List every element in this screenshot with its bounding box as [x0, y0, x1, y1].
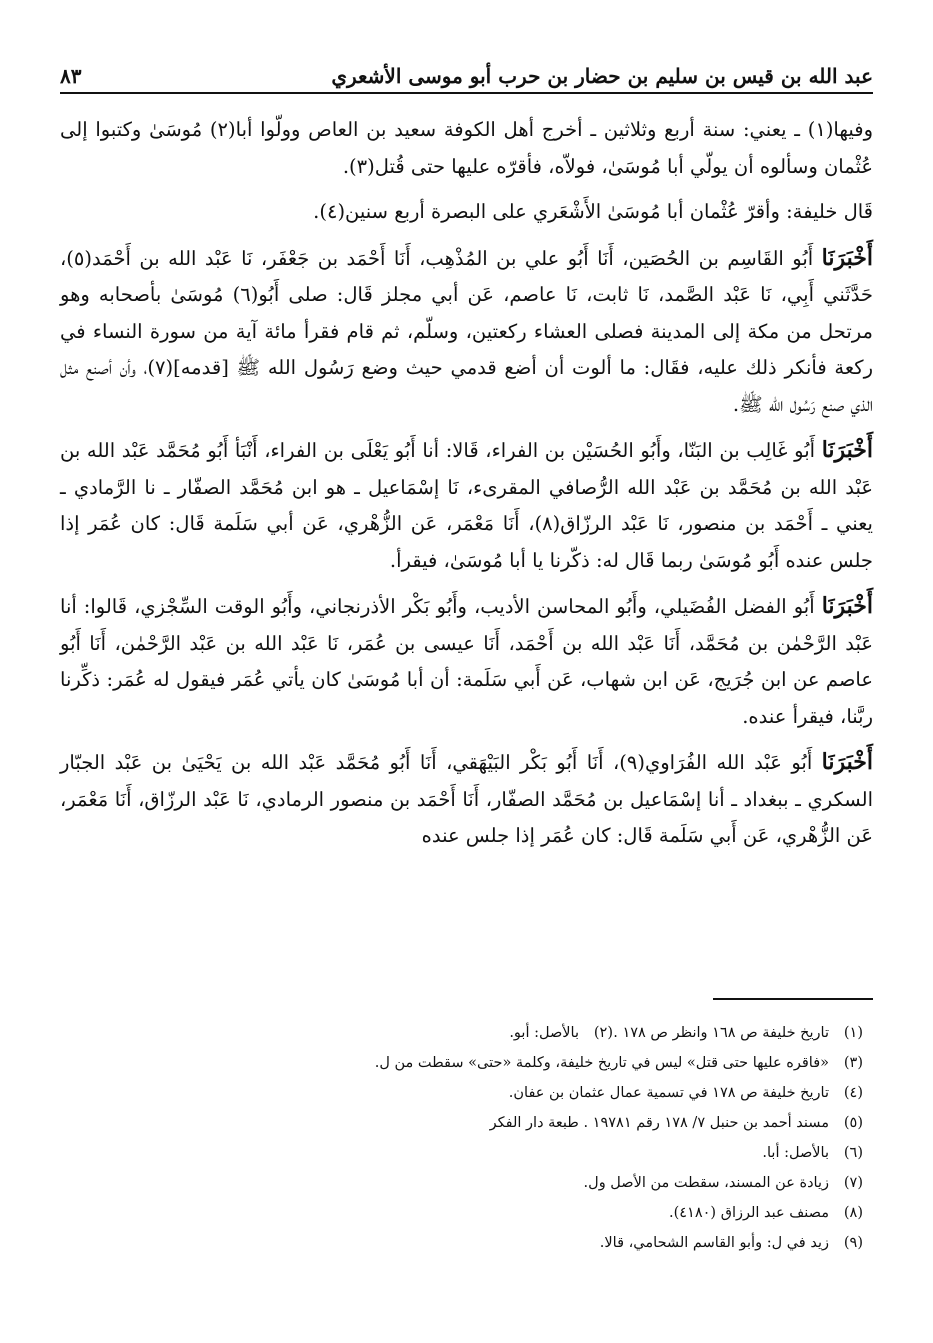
footnote [509, 1018, 613, 1048]
paragraph [60, 588, 873, 735]
footnote-number: (٢) [593, 1025, 613, 1041]
footnote [762, 1138, 863, 1168]
paragraph-lead: أَخْبَرَنَا [821, 749, 873, 775]
footnote-row [60, 1198, 863, 1228]
footnote [669, 1198, 863, 1228]
footnote-text: تاريخ خليفة ص ١٦٨ وانظر ص ١٧٨ . [613, 1025, 829, 1041]
paragraph-text: أَبُو عَبْد الله الفُرَاوي(٩)، أَنَا أَبُو بَكْر البَيْهَقي، أَنَا أَبُو مُحَمَّد عَبْد الله بن يَحْيَىٰ بن عَبْد الجبّار السكري ـ ببغداد ـ أنا إسْمَاعيل بن مُحَمَّد الصفّار، أَنَا أَحْمَد بن منصور الرمادي، نَا عَبْد الرزّاق، أَنَا مَعْمَر، عَن الزُّهْري، عَن أَبي سَلَمة قَال: كان عُمَر إذا جلس عنده [60, 751, 873, 847]
footnote-number: (٥) [843, 1115, 863, 1131]
footnote [509, 1078, 863, 1108]
footnote-row [60, 1168, 863, 1198]
footnote-number: (٤) [843, 1085, 863, 1101]
footnote-number: (٧) [843, 1175, 863, 1191]
footnote-text: زيد في ل: وأبو القاسم الشحامي، قالا. [599, 1235, 829, 1251]
paragraph-text: أَبُو غَالِب بن البَنّا، وأَبُو الحُسَيْن بن الفراء، قَالا: أنا أَبُو يَعْلَى بن الفراء، أَنْبَأ أَبُو مُحَمَّد عَبْد الله بن عَبْد الله بن مُحَمَّد بن عَبْد الله الرُّصافي المقرىء، نَا إسْمَاعيل ـ هو ابن مُحَمَّد الصفّار ـ نا الرَّمادي ـ يعني ـ أَحْمَد بن منصور، نَا عَبْد الرزّاق(٨)، أَنَا مَعْمَر، عَن الزُّهْري، عَن أبي سَلَمة قَال: كان عُمَر إذا جلس عنده أَبُو مُوسَىٰ ربما قَال له: ذكّرنا يا أبا مُوسَىٰ، فيقرأ. [60, 439, 873, 572]
paragraph [60, 194, 873, 231]
footnote-text: بالأصل: أبو. [509, 1025, 579, 1041]
footnote-text: مصنف عبد الرزاق (٤١٨٠). [668, 1205, 829, 1221]
footnotes [60, 1018, 863, 1258]
paragraph-text: وفيها(١) ـ يعني: سنة أربع وثلاثين ـ أخرج أهل الكوفة سعيد بن العاص وولّوا أبا(٢) مُوسَىٰ وكتبوا إلى عُثْمان وسألوه أن يولّي أبا مُوسَىٰ، فولاّه، فأقرّه عليها حتى قُتل(٣). [60, 118, 873, 178]
footnote-text: مسند أحمد بن حنبل ٧/ ١٧٨ رقم ١٩٧٨١ . طبعة دار الفكر [489, 1115, 829, 1131]
footnote [600, 1228, 863, 1258]
footnote [584, 1168, 863, 1198]
footnote-row [60, 1138, 863, 1168]
footnote-number: (١) [843, 1025, 863, 1041]
page-number: ٨٣ [60, 64, 82, 88]
footnote-row [60, 1048, 863, 1078]
footnote [490, 1108, 863, 1138]
footnote-text: بالأصل: أبا. [762, 1145, 829, 1161]
main-text [60, 112, 873, 864]
running-title: عبد الله بن قيس بن سليم بن حضار بن حرب أبو موسى الأشعري [331, 64, 873, 88]
footnote [375, 1048, 863, 1078]
footnote-text: زيادة عن المسند، سقطت من الأصل ول. [583, 1175, 829, 1191]
paragraph-text: أَبُو القَاسِم بن الحُصَين، أَنَا أَبُو علي بن المُذْهِب، أَنَا أَحْمَد بن جَعْفَر، نَا عَبْد الله بن أَحْمَد(٥)، حَدَّثَني أَبِي، نَا عَبْد الصَّمد، نَا ثابت، نَا عاصم، عَن أبي مجلز قَال: صلى أَبُو(٦) مُوسَىٰ بأصحابه وهو مرتحل من مكة إلى المدينة فصلى العشاء ركعتين، وسلّم، ثم قام فقرأ مائة آية من سورة النساء في ركعة فأنكر ذلك عليه، فقَال: ما ألوت أن أضع قدمي حيث وضع رَسُول الله ﷺ [قدمه](٧)، وأن أصنع مثل الذي صنع رَسُول الله ﷺ. [60, 246, 873, 416]
paragraph-lead: أَخْبَرَنَا [821, 437, 874, 463]
footnote-number: (٩) [843, 1235, 863, 1251]
footnote-row [60, 1018, 863, 1048]
paragraph [60, 240, 873, 424]
footnote-row [60, 1108, 863, 1138]
footnote-text: تاريخ خليفة ص ١٧٨ في تسمية عمال عثمان بن عفان. [508, 1085, 829, 1101]
paragraph-text: أَبُو الفضل الفُضَيلي، وأَبُو المحاسن الأديب، وأَبُو بَكْر الأذرنجاني، وأَبُو الوقت السِّجْزي، قَالوا: أنا عَبْد الرَّحْمٰن بن مُحَمَّد، أَنَا عَبْد الله بن أَحْمَد، أَنَا عيسى بن عُمَر، نَا عَبْد الله بن عَبْد الرَّحْمٰن، أَنَا أَبُو عاصم عن ابن جُرَيج، عَن ابن شهاب، عَن أَبي سَلَمة: أن أبا مُوسَىٰ كان يأتي عُمَر فيقول له عُمَر: ذكِّرنا ربَّنا، فيقرأ عنده. [60, 595, 873, 728]
footnote-divider [713, 998, 873, 1000]
paragraph [60, 432, 873, 579]
page-header [60, 52, 873, 94]
footnote-number: (٨) [843, 1205, 863, 1221]
footnote-row [60, 1078, 863, 1108]
paragraph [60, 112, 873, 185]
footnote [613, 1018, 863, 1048]
footnote-number: (٣) [843, 1055, 863, 1071]
paragraph-lead: أَخْبَرَنَا [821, 244, 873, 271]
paragraph-text: قَال خليفة: وأقرّ عُثْمان أبا مُوسَىٰ الأَشْعَري على البصرة أربع سنين(٤). [313, 200, 873, 223]
footnote-text: «فاقره عليها حتى قتل» ليس في تاريخ خليفة، وكلمة «حتى» سقطت من ل. [374, 1055, 829, 1071]
footnote-number: (٦) [843, 1145, 863, 1161]
paragraph [60, 744, 873, 855]
paragraph-lead: أَخْبَرَنَا [821, 593, 874, 619]
footnote-row [60, 1228, 863, 1258]
